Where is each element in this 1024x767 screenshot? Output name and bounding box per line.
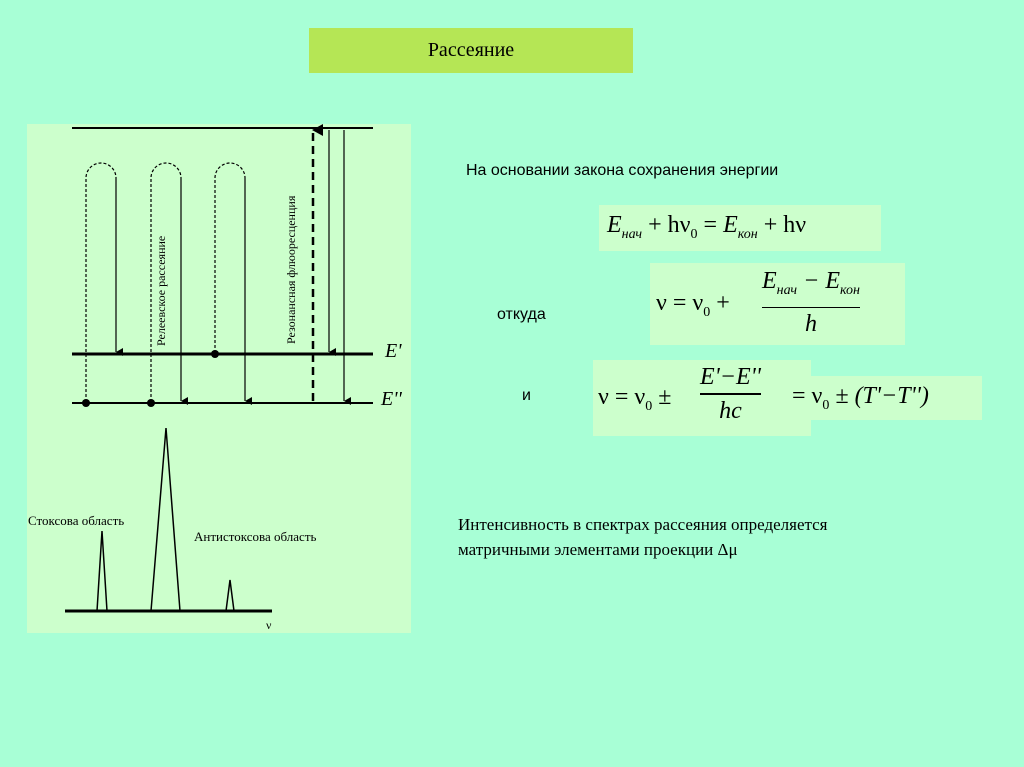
intensity-note-line2: матричными элементами проекции Δμ xyxy=(458,540,738,559)
f2-fraction xyxy=(762,267,860,338)
whence-label: откуда xyxy=(497,306,546,323)
f1-zero: 0 xyxy=(690,226,698,242)
f2-den: h xyxy=(804,311,817,338)
f3-zero: 0 xyxy=(645,398,653,414)
stokes-region-label: Стоксова область xyxy=(28,513,125,528)
f1-eq: = xyxy=(697,212,724,238)
f2-plus: + xyxy=(710,290,730,316)
stokes-peak xyxy=(97,531,107,611)
f2-num-sub1: нач xyxy=(776,282,798,298)
formula-energy-conservation xyxy=(599,205,881,251)
f3-pm: ± xyxy=(652,384,672,410)
frequency-axis-label: ν xyxy=(266,618,272,632)
resonance-fluorescence-label: Резонансная флюоресценция xyxy=(284,195,298,344)
state-dot-3 xyxy=(211,350,219,358)
f1-plus-h: + h xyxy=(642,212,680,238)
formula-frequency xyxy=(650,263,905,345)
formula-term-difference-rhs xyxy=(790,376,982,420)
rayleigh-peak xyxy=(151,428,180,611)
slide-title-bar xyxy=(309,28,633,73)
rayleigh-scattering-label: Релеевское рассеяние xyxy=(154,235,168,346)
intensity-note xyxy=(458,512,978,562)
f1-sub-end: кон xyxy=(737,226,758,242)
virtual-loop-1 xyxy=(86,163,116,402)
f2-num-e: E xyxy=(762,268,777,294)
energy-diagram-panel xyxy=(27,124,411,633)
f2-num-mid: − E xyxy=(797,268,840,294)
virtual-loop-3 xyxy=(215,163,245,353)
formula-term-difference xyxy=(593,360,811,436)
f3-fraction-bar xyxy=(700,393,761,395)
f2-lhs: ν = ν xyxy=(656,290,704,316)
state-dot-2 xyxy=(147,399,155,407)
f3-rhs-tail: ± (T'−T'') xyxy=(829,383,929,409)
f1-e-end: E xyxy=(723,212,738,238)
energy-level-diagram xyxy=(27,124,411,633)
f2-fraction-bar xyxy=(762,307,860,309)
f3-fraction xyxy=(700,363,761,425)
level-e-double-prime-label: E'' xyxy=(381,388,402,410)
f1-sub-start: нач xyxy=(621,226,643,242)
intensity-note-line1: Интенсивность в спектрах рассеяния определяется xyxy=(458,515,828,534)
level-e-prime-label: E' xyxy=(385,340,402,362)
state-dot-1 xyxy=(82,399,90,407)
f1-nu0: ν xyxy=(679,212,691,238)
antistokes-peak xyxy=(226,580,234,611)
f1-e-start: E xyxy=(607,212,622,238)
f3-num: E'−E'' xyxy=(700,364,761,390)
slide-title: Рассеяние xyxy=(427,39,515,61)
f2-num-sub2: кон xyxy=(839,282,860,298)
f1-tail: + hν xyxy=(757,212,807,238)
antistokes-region-label: Антистоксова область xyxy=(194,529,317,544)
f3-den: hc xyxy=(719,397,742,424)
energy-conservation-intro: На основании закона сохранения энергии xyxy=(466,162,779,179)
f3-zero2: 0 xyxy=(822,397,830,413)
f3-lhs: ν = ν xyxy=(598,384,646,410)
and-label: и xyxy=(522,387,531,404)
f2-zero: 0 xyxy=(703,304,711,320)
f3-rhs: = ν xyxy=(792,383,823,409)
